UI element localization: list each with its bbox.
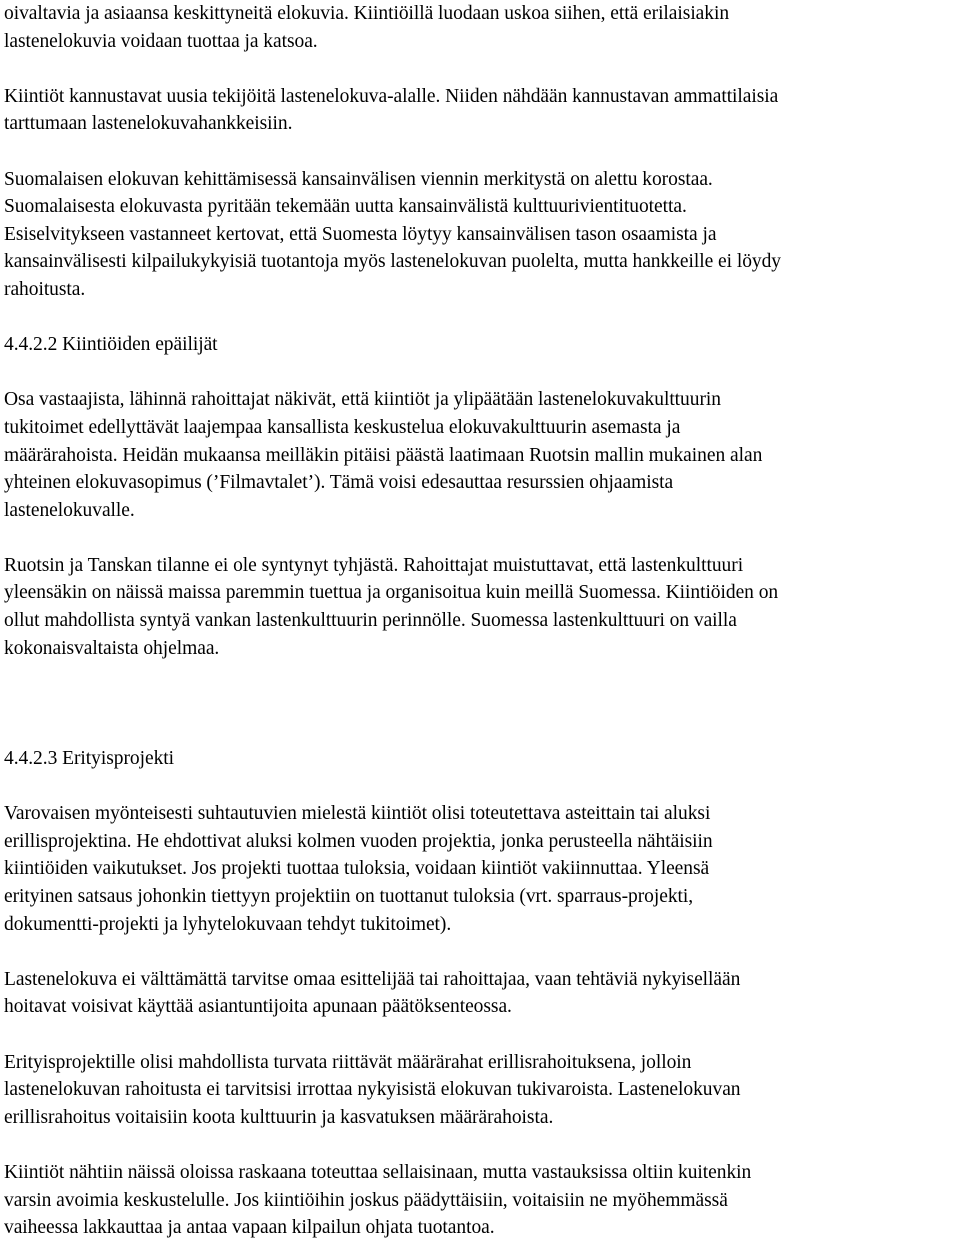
text-line: Erityisprojektille olisi mahdollista turvata riittävät määrärahat erillisrahoituksena, jolloin — [4, 1051, 692, 1073]
text-line: erillisrahoitus voitaisiin koota kulttuurin ja kasvatuksen määrärahoista. — [4, 1106, 554, 1128]
text-line: Suomalaisesta elokuvasta pyritään tekemään uutta kansainvälistä kulttuurivientituotetta. — [4, 196, 687, 218]
text-line: yleensäkin on näissä maissa paremmin tuettua ja organisoitua kuin meillä Suomessa. Kiintiöiden on — [4, 582, 779, 604]
text-line: lastenelokuvia voidaan tuottaa ja katsoa. — [4, 30, 318, 52]
text-line: Kiintiöt nähtiin näissä oloissa raskaana toteuttaa sellaisinaan, mutta vastauksissa oltiin kuitenkin — [4, 1161, 752, 1183]
heading-text: 4.4.2.3 Erityisprojekti — [4, 748, 174, 770]
text-line: kansainvälisesti kilpailukykyisiä tuotantoja myös lastenelokuvan puolelta, mutta hankkeille ei löydy — [4, 251, 782, 273]
text-line: määrärahoista. Heidän mukaansa meilläkin pitäisi päästä laatimaan Ruotsin mallin mukainen alan — [4, 444, 763, 466]
section-heading-special-projects — [4, 745, 956, 773]
heading-text: 4.4.2.2 Kiintiöiden epäilijät — [4, 334, 218, 356]
paragraph-spacer — [4, 524, 956, 552]
text-line: varsin avoimia keskustelulle. Jos kiintiöihin joskus päädyttäisiin, voitaisiin ne myöhemmässä — [4, 1189, 728, 1211]
text-line: erityinen satsaus johonkin tiettyyn projektiin on tuottanut tuloksia (vrt. sparraus-projekti, — [4, 886, 694, 908]
paragraph-spacer — [4, 662, 956, 745]
paragraph-spacer — [4, 359, 956, 387]
paragraph-spacer — [4, 304, 956, 332]
paragraph-new-makers — [4, 83, 956, 138]
paragraph-presenter — [4, 966, 956, 1021]
paragraph-spacer — [4, 1021, 956, 1049]
paragraph-spacer — [4, 138, 956, 166]
text-line: Esiselvitykseen vastanneet kertovat, että Suomesta löytyy kansainvälisen tason osaamista ja — [4, 223, 717, 245]
text-line: Suomalaisen elokuvan kehittämisessä kansainvälisen viennin merkitystä on alettu korostaa. — [4, 168, 713, 190]
paragraph-spacer — [4, 773, 956, 801]
document-page — [4, 0, 956, 1242]
text-line: Ruotsin ja Tanskan tilanne ei ole syntynyt tyhjästä. Rahoittajat muistuttavat, että lastenkulttuuri — [4, 554, 744, 576]
paragraph-spacer — [4, 55, 956, 83]
paragraph-spacer — [4, 938, 956, 966]
text-line: lastenelokuvalle. — [4, 499, 135, 521]
text-line: Lastenelokuva ei välttämättä tarvitse omaa esittelijää tai rahoittajaa, vaan tehtäviä nykyisellään — [4, 968, 741, 990]
text-line: ollut mahdollista syntyä vankan lastenkulttuurin perinnölle. Suomessa lastenkulttuuri on vailla — [4, 610, 737, 632]
paragraph-sweden-denmark — [4, 552, 956, 662]
text-line: erillisprojektina. He ehdottivat aluksi kolmen vuoden projektia, jonka perusteella nähtäisiin — [4, 830, 713, 852]
text-line: Kiintiöt kannustavat uusia tekijöitä lastenelokuva-alalle. Niiden nähdään kannustavan ammattilaisia — [4, 85, 779, 107]
paragraph-special-projects — [4, 800, 956, 938]
text-line: tarttumaan lastenelokuvahankkeisiin. — [4, 113, 293, 135]
text-line: lastenelokuvan rahoitusta ei tarvitsisi irrottaa nykyisistä elokuvan tukivaroista. Lastenelokuvan — [4, 1079, 741, 1101]
text-line: kokonaisvaltaista ohjelmaa. — [4, 637, 220, 659]
text-line: dokumentti-projekti ja lyhytelokuvaan tehdyt tukitoimet). — [4, 913, 452, 935]
section-heading-skeptics — [4, 331, 956, 359]
paragraph-intro-continued — [4, 0, 956, 55]
text-line: Osa vastaajista, lähinnä rahoittajat näkivät, että kiintiöt ja ylipäätään lastenelokuvakulttuurin — [4, 389, 721, 411]
text-line: rahoitusta. — [4, 278, 86, 300]
text-line: hoitavat voisivat käyttää asiantuntijoita apunaan päätöksenteossa. — [4, 996, 512, 1018]
paragraph-spacer — [4, 1131, 956, 1159]
text-line: yhteinen elokuvasopimus (’Filmavtalet’). Tämä voisi edesauttaa resurssien ohjaamista — [4, 472, 674, 494]
text-line: vaiheessa lakkauttaa ja antaa vapaan kilpailun ohjata tuotantoa. — [4, 1217, 495, 1239]
paragraph-international — [4, 166, 956, 304]
paragraph-conclusion — [4, 1159, 956, 1242]
paragraph-skeptics — [4, 386, 956, 524]
text-line: oivaltavia ja asiaansa keskittyneitä elokuvia. Kiintiöillä luodaan uskoa siihen, että erilaisiakin — [4, 3, 730, 24]
text-line: Varovaisen myönteisesti suhtautuvien mielestä kiintiöt olisi toteutettava asteittain tai aluksi — [4, 803, 711, 825]
text-line: tukitoimet edellyttävät laajempaa kansallista keskustelua elokuvakulttuurin asemasta ja — [4, 416, 681, 438]
paragraph-funding — [4, 1049, 956, 1132]
text-line: kiintiöiden vaikutukset. Jos projekti tuottaa tuloksia, voidaan kiintiöt vakiinnuttaa. Yleensä — [4, 858, 710, 880]
